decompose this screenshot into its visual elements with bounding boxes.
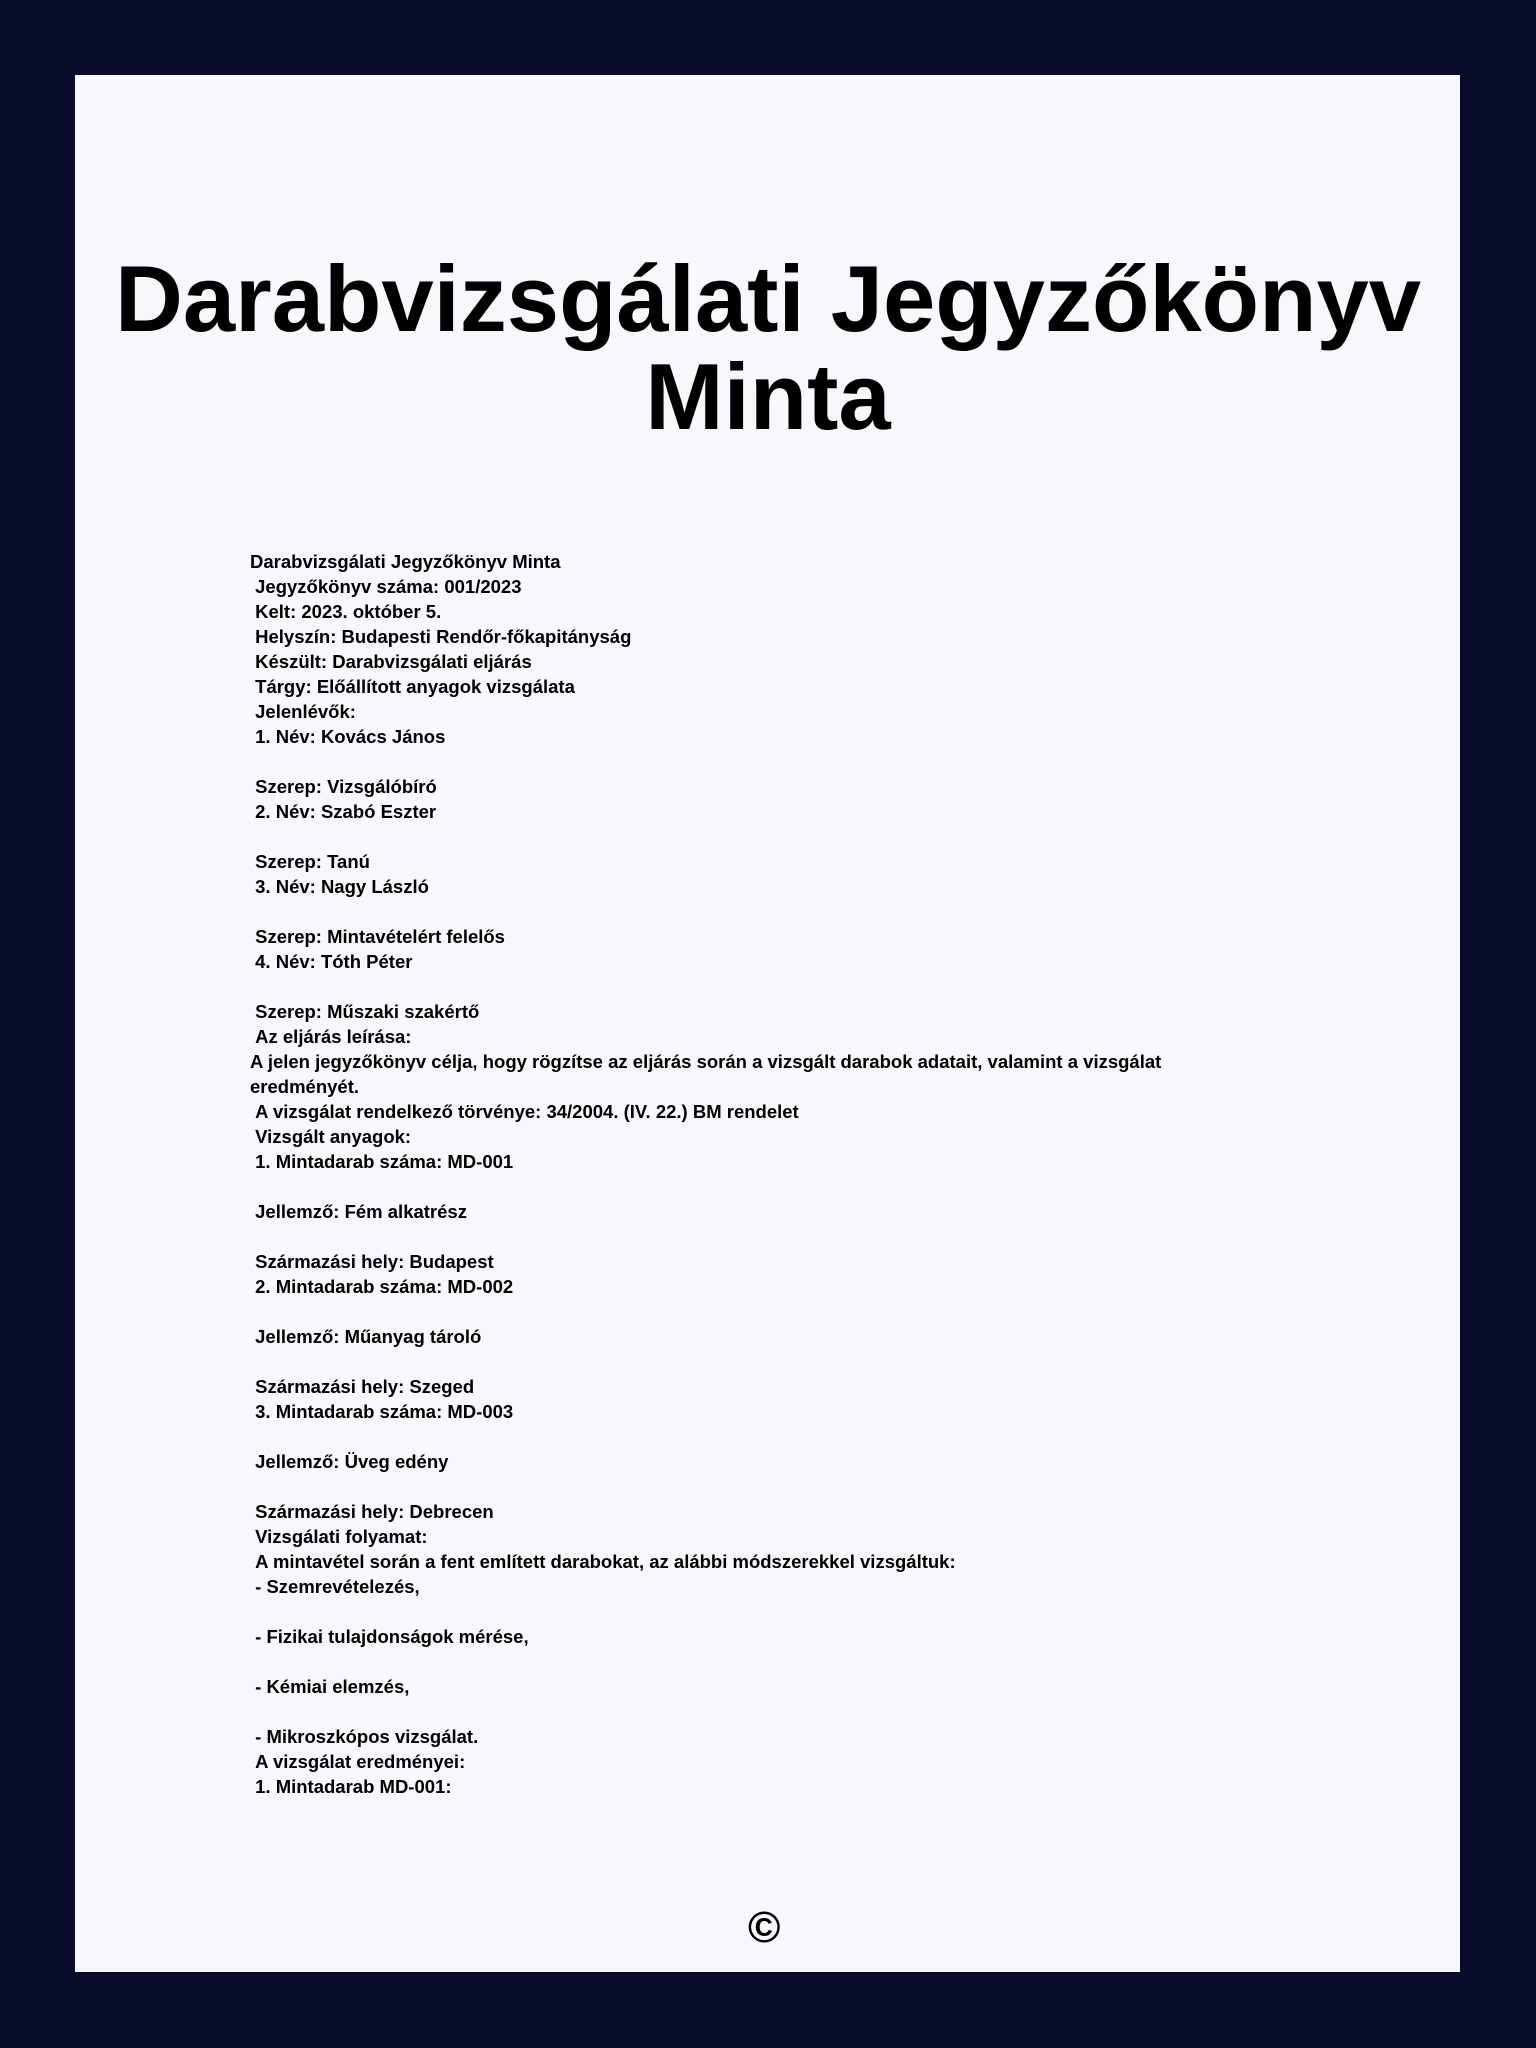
document-line: - Mikroszkópos vizsgálat. — [250, 1726, 479, 1747]
document-line: Jellemző: Üveg edény — [250, 1451, 449, 1472]
document-line: Származási hely: Budapest — [250, 1251, 494, 1272]
page-title — [0, 246, 1536, 449]
document-line — [250, 1349, 1260, 1374]
document-line: Jegyzőkönyv száma: 001/2023 — [250, 576, 522, 597]
document-body — [250, 549, 1260, 1799]
document-line: 1. Név: Kovács János — [250, 726, 446, 747]
document-line — [250, 824, 1260, 849]
document-line: Szerep: Vizsgálóbíró — [250, 776, 437, 797]
document-line: Jellemző: Fém alkatrész — [250, 1201, 467, 1222]
document-line: Kelt: 2023. október 5. — [250, 601, 442, 622]
title-line-2: Minta — [645, 344, 891, 449]
copyright-symbol: © — [748, 1903, 781, 1952]
document-line — [250, 1224, 1260, 1249]
document-line: A jelen jegyzőkönyv célja, hogy rögzítse az eljárás során a vizsgált darabok adatait, valamint a vizsgálat eredményét. — [250, 1051, 1167, 1097]
document-line: 1. Mintadarab MD-001: — [250, 1776, 452, 1797]
document-line — [250, 974, 1260, 999]
document-line — [250, 1599, 1260, 1624]
document-line: Tárgy: Előállított anyagok vizsgálata — [250, 676, 575, 697]
document-line: Származási hely: Debrecen — [250, 1501, 494, 1522]
document-line — [250, 1299, 1260, 1324]
document-line — [250, 1699, 1260, 1724]
document-line: A vizsgálat rendelkező törvénye: 34/2004. (IV. 22.) BM rendelet — [250, 1101, 799, 1122]
document-line: 2. Név: Szabó Eszter — [250, 801, 437, 822]
document-line: 4. Név: Tóth Péter — [250, 951, 413, 972]
document-line: Vizsgált anyagok: — [250, 1126, 412, 1147]
document-line — [250, 899, 1260, 924]
document-line: Vizsgálati folyamat: — [250, 1526, 428, 1547]
document-line: Szerep: Műszaki szakértő — [250, 1001, 480, 1022]
document-line: - Kémiai elemzés, — [250, 1676, 410, 1697]
document-line: 2. Mintadarab száma: MD-002 — [250, 1276, 514, 1297]
document-line: Jelenlévők: — [250, 701, 356, 722]
document-line: Darabvizsgálati Jegyzőkönyv Minta — [250, 551, 561, 572]
document-line — [250, 1474, 1260, 1499]
document-line: Jellemző: Műanyag tároló — [250, 1326, 482, 1347]
document-line — [250, 1649, 1260, 1674]
document-line — [250, 749, 1260, 774]
document-line: A mintavétel során a fent említett darabokat, az alábbi módszerekkel vizsgáltuk: — [250, 1551, 956, 1572]
document-line: 1. Mintadarab száma: MD-001 — [250, 1151, 514, 1172]
document-line: Helyszín: Budapesti Rendőr-főkapitányság — [250, 626, 632, 647]
document-line: Szerep: Tanú — [250, 851, 370, 872]
document-line — [250, 1424, 1260, 1449]
document-line: Szerep: Mintavételért felelős — [250, 926, 505, 947]
document-line: Származási hely: Szeged — [250, 1376, 475, 1397]
document-line: - Szemrevételezés, — [250, 1576, 420, 1597]
title-line-1: Darabvizsgálati Jegyzőkönyv — [114, 246, 1422, 351]
document-line: Az eljárás leírása: — [250, 1026, 412, 1047]
document-line: 3. Név: Nagy László — [250, 876, 429, 897]
document-line: Készült: Darabvizsgálati eljárás — [250, 651, 532, 672]
document-line: - Fizikai tulajdonságok mérése, — [250, 1626, 529, 1647]
document-line: A vizsgálat eredményei: — [250, 1751, 466, 1772]
document-line — [250, 1174, 1260, 1199]
document-line: 3. Mintadarab száma: MD-003 — [250, 1401, 514, 1422]
